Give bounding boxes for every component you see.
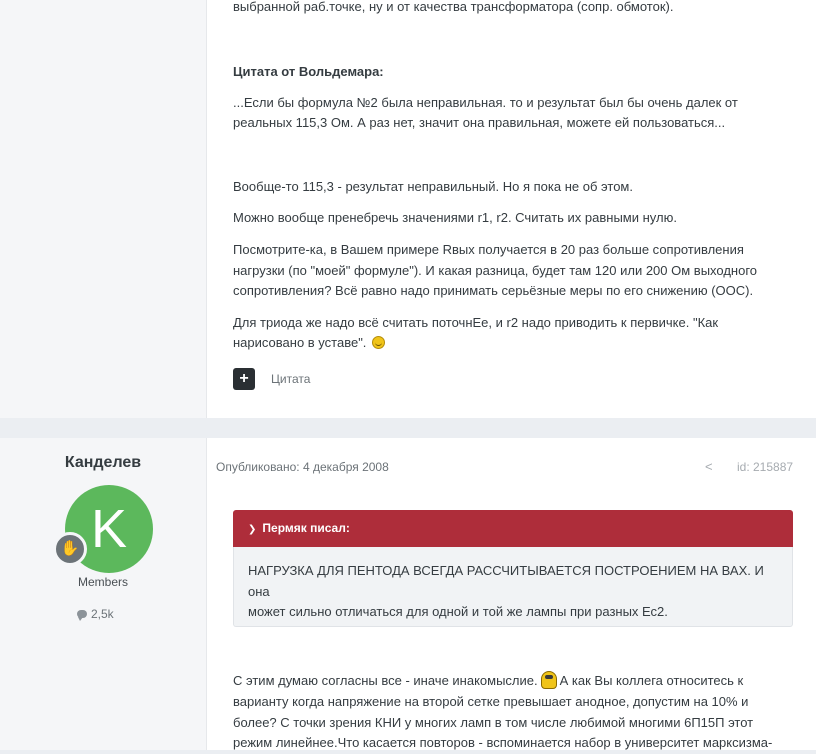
share-icon[interactable]: < bbox=[705, 459, 713, 474]
post-text-line: нагрузки (по "моей" формуле"). И какая разница, будет там 120 или 200 Ом выходного bbox=[233, 263, 758, 278]
comment-icon bbox=[77, 610, 87, 618]
post-text-line: варианту когда напряжение на второй сетке превышает анодное, допустим на 10% и bbox=[233, 694, 749, 709]
post-count bbox=[77, 607, 114, 621]
post-text: нарисовано в уставе". bbox=[233, 335, 367, 350]
smile-icon bbox=[372, 336, 385, 349]
quote-line: НАГРУЗКА ДЛЯ ПЕНТОДА ВСЕГДА РАССЧИТЫВАЕТСЯ ПОСТРОЕНИЕМ НА ВАХ. И она bbox=[248, 563, 764, 599]
quote-header[interactable] bbox=[233, 510, 793, 547]
post-text-line: Для триода же надо всё считать поточнЕе, и r2 надо приводить к первичке. "Как bbox=[233, 315, 719, 330]
post-date: Опубликовано: 4 декабря 2008 bbox=[216, 460, 389, 474]
author-column bbox=[0, 438, 207, 750]
emoji-icon bbox=[541, 671, 557, 689]
post-text-line: Вообще-то 115,3 - результат неправильный. Но я пока не об этом. bbox=[233, 179, 633, 194]
post-text-line: сопротивления? Всё равно надо принимать серьёзные меры по его снижению (ООС). bbox=[233, 283, 754, 298]
group-badge-icon: ✋ bbox=[53, 532, 87, 566]
chevron-down-icon[interactable]: ❯ bbox=[248, 524, 257, 535]
post-count-value: 2,5k bbox=[91, 607, 114, 621]
post-text-line: более? С точки зрения КНИ у многих ламп в том числе любимой многими 6П15П этот bbox=[233, 715, 754, 730]
author-column bbox=[0, 0, 207, 418]
author-name[interactable]: Канделев bbox=[64, 454, 142, 471]
quote-button[interactable]: Цитата bbox=[271, 372, 311, 386]
avatar[interactable]: K bbox=[65, 485, 153, 573]
post-text-line: Можно вообще пренебречь значениями r1, r2. Считать их равными нулю. bbox=[233, 210, 677, 225]
post-text-line bbox=[233, 671, 743, 692]
quote-author: Пермяк писал: bbox=[262, 521, 350, 535]
quote-line: может сильно отличаться для одной и той же лампы при разных Ес2. bbox=[248, 604, 668, 619]
group-name: Members bbox=[77, 575, 128, 589]
post-id[interactable]: id: 215887 bbox=[737, 460, 794, 474]
post-text-line-last bbox=[233, 333, 385, 354]
post-text-line: Посмотрите-ка, в Вашем примере Rвых получается в 20 раз больше сопротивления bbox=[233, 242, 744, 257]
quote-attribution: Цитата от Вольдемара: bbox=[233, 64, 384, 79]
post-kandelev bbox=[0, 438, 816, 750]
plus-icon[interactable]: + bbox=[233, 368, 255, 390]
post-text-line: режим линейнее.Что касается повторов - вспоминается набор в университет марксизма- bbox=[233, 735, 773, 750]
post-text-line: ...Если бы формула №2 была неправильная. то и результат был бы очень далек от bbox=[233, 95, 738, 110]
post-text-line: реальных 115,3 Ом. А раз нет, значит она правильная, можете ей пользоваться... bbox=[233, 115, 726, 130]
post-text: С этим думаю согласны все - иначе инакомыслие. bbox=[233, 673, 538, 688]
quote-body bbox=[233, 547, 793, 627]
post-text-line: выбранной раб.точке, ну и от качества трансформатора (сопр. обмоток). bbox=[233, 0, 674, 14]
post-text: А как Вы коллега относитесь к bbox=[559, 673, 744, 688]
